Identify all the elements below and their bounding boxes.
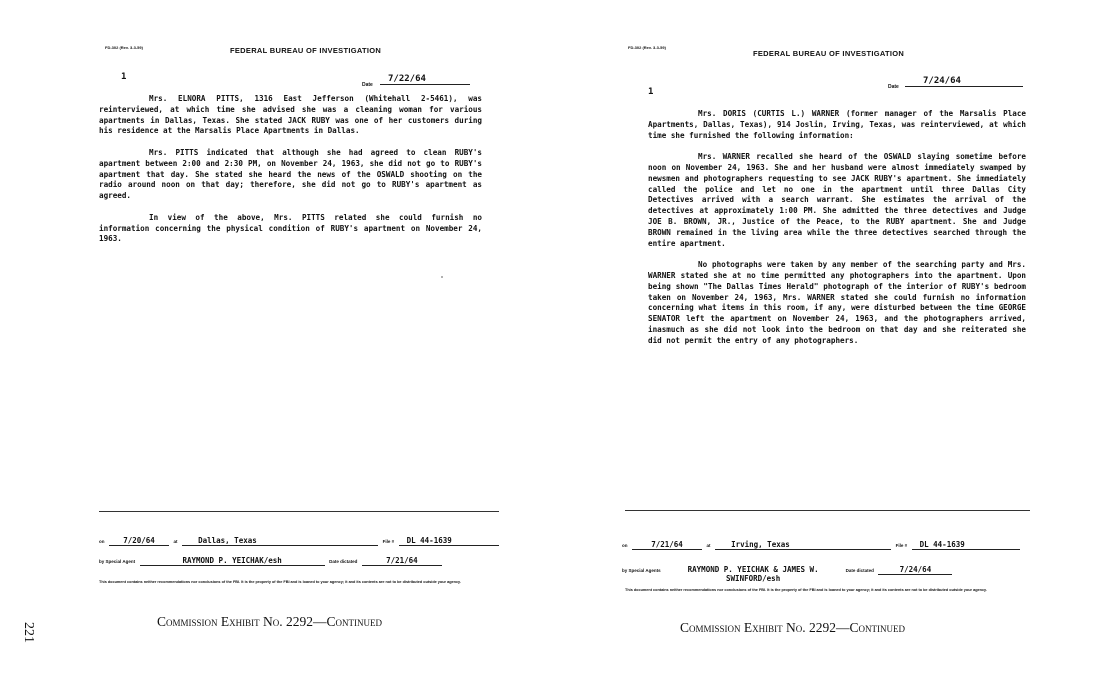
paragraph: Mrs. PITTS indicated that although she had agreed to clean RUBY's apartment between 2:00 and 2:30 PM, on November 24, 1963, she did not go to RUBY's apartment that day. She stated she heard the news of the OSWALD shooting on the radio around noon on that day; therefore, she did not go to RUBY's apartment as agreed. <box>99 147 482 201</box>
agent-name: RAYMOND P. YEICHAK/esh <box>140 556 325 566</box>
paragraph: No photographs were taken by any member of the searching party and Mrs. WARNER stated she at no time permitted any photographers into the apartment. Upon being shown "The Dallas Times Herald" photograph of the interior of RUBY's bedroom taken on November 24, 1963, Mrs. WARNER stated she could furnish no information concerning what items in this room, if any, were disturbed between the time GEORGE SENATOR left the apartment on November 24, 1963, and the photographers arrived, inasmuch as she did not look into the bedroom on that day and she reiterated she did not permit the entry of any photographers. <box>648 260 1026 345</box>
divider <box>99 511 499 512</box>
paragraph: Mrs. ELNORA PITTS, 1316 East Jefferson (Whitehall 2-5461), was reinterviewed, at which time she advised she was a cleaning woman for various apartments in Dallas, Texas. She stated JACK RUBY was one of her customers during his residence at the Marsalis Place Apartments in Dallas. <box>99 94 482 136</box>
agent-label: by Special Agents <box>622 568 661 573</box>
date-dictated: 7/21/64 <box>362 556 442 566</box>
on-label: on <box>622 543 628 548</box>
interview-info-row <box>99 536 499 546</box>
page-marker: 1 <box>648 87 654 97</box>
exhibit-caption: Commission Exhibit No. 2292—Continued <box>680 620 905 635</box>
file-number: DL 44-1639 <box>912 540 1020 550</box>
dictated-label: Date dictated <box>845 568 874 573</box>
file-label: File # <box>382 539 395 544</box>
date-label: Date <box>888 84 899 90</box>
report-date: 7/24/64 <box>905 76 1023 87</box>
paragraph: Mrs. WARNER recalled she heard of the OSWALD slaying sometime before noon on November 24, 1963. She and her husband were almost immediately swamped by newsmen and photographers requesting to see JACK RUBY's apartment. She immediately called the police and let no one in the apartment until three Dallas City Detectives arrived with a search warrant. She estimates the arrival of the detectives at approximately 1:00 PM. She admitted the three detectives and Judge JOE B. BROWN, JR., Justice of the Peace, to the RUBY apartment. She and Judge BROWN remained in the living area while the three detectives searched through the entire apartment. <box>648 152 1026 248</box>
report-date: 7/22/64 <box>380 74 470 85</box>
exhibit-caption: Commission Exhibit No. 2292—Continued <box>157 614 382 629</box>
on-label: on <box>99 539 105 544</box>
paragraph: Mrs. DORIS (CURTIS L.) WARNER (former manager of the Marsalis Place Apartments, Dallas, Texas), 914 Joslin, Irving, Texas, was reinterviewed, at which time she furnished the following information: <box>648 109 1026 140</box>
date-dictated: 7/24/64 <box>878 565 952 575</box>
at-label: at <box>173 539 178 544</box>
fbi-report-left <box>97 0 537 691</box>
fbi-report-right <box>620 0 1060 691</box>
interview-date: 7/20/64 <box>109 536 169 546</box>
interview-place: Dallas, Texas <box>182 536 378 546</box>
agent-row <box>622 565 1032 583</box>
dictated-label: Date dictated <box>329 559 358 564</box>
form-number: FD-302 (Rev. 3-3-59) <box>105 45 143 50</box>
paragraph: In view of the above, Mrs. PITTS related she could furnish no information concerning the physical condition of RUBY's apartment on November 24, 1963. <box>99 212 482 244</box>
report-body <box>648 109 1026 357</box>
file-label: File # <box>895 543 908 548</box>
agent-label: by Special Agent <box>99 559 136 564</box>
interview-place: Irving, Texas <box>715 540 891 550</box>
divider <box>625 510 1030 511</box>
at-label: at <box>706 543 711 548</box>
agency-heading: FEDERAL BUREAU OF INVESTIGATION <box>753 49 905 58</box>
interview-info-row <box>622 540 1020 550</box>
report-body <box>99 94 482 256</box>
footer-notice: This document contains neither recommendations nor conclusions of the FBI. It is the property of the FBI and is loaned to your agency; it and its contents are not to be distributed outside your agency. <box>625 588 987 592</box>
page-number: 221 <box>21 622 36 643</box>
agent-row <box>99 556 442 566</box>
page-marker: 1 <box>121 72 127 82</box>
agent-name: RAYMOND P. YEICHAK & JAMES W. SWINFORD/esh <box>687 565 819 583</box>
file-number: DL 44-1639 <box>399 536 499 546</box>
speck <box>441 276 443 278</box>
agency-heading: FEDERAL BUREAU OF INVESTIGATION <box>230 46 382 55</box>
date-label: Date <box>362 82 373 88</box>
footer-notice: This document contains neither recommendations nor conclusions of the FBI. It is the property of the FBI and is loaned to your agency; it and its contents are not to be distributed outside your agency. <box>99 580 461 584</box>
interview-date: 7/21/64 <box>632 540 702 550</box>
form-number: FD-302 (Rev. 3-3-59) <box>628 45 666 50</box>
